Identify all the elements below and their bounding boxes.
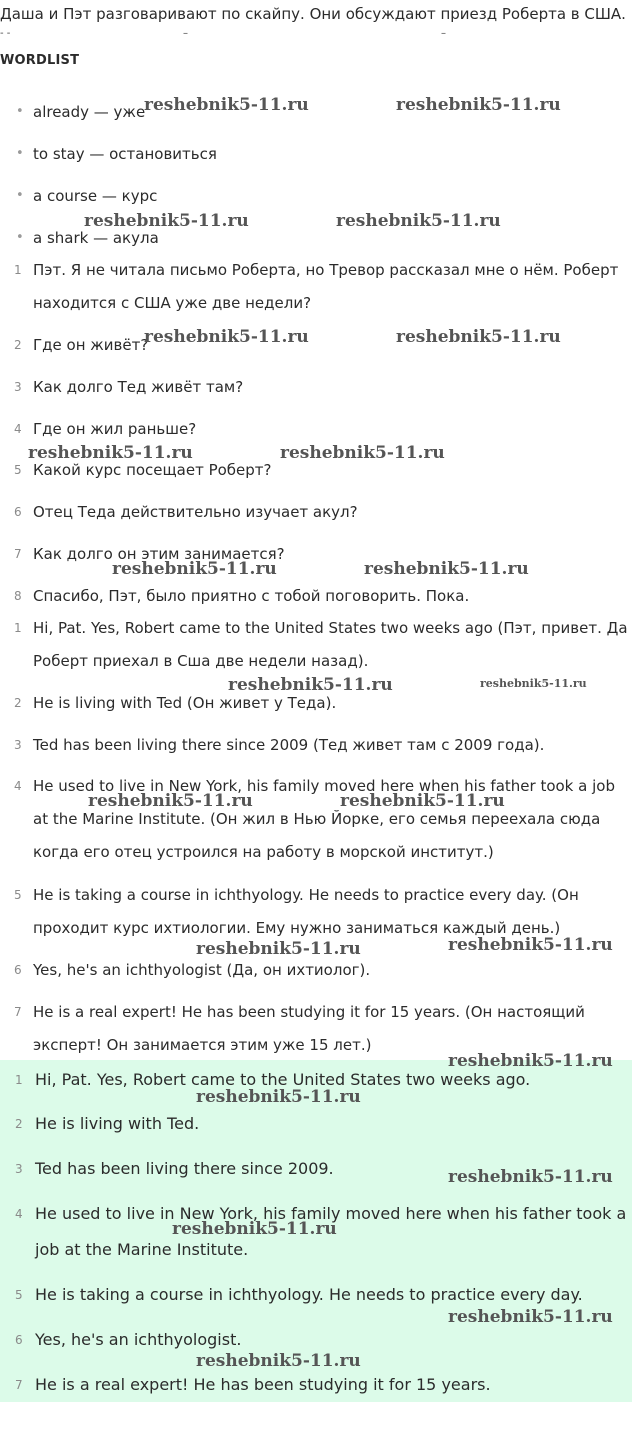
watermark-text: reshebnik5-11.ru	[480, 677, 587, 690]
question-text: Где он живёт?	[33, 336, 149, 354]
watermark-text: reshebnik5-11.ru	[88, 791, 253, 811]
answer-text: He is taking a course in ichthyology. He needs to practice every day.	[35, 1285, 583, 1304]
answer-text: He is a real expert! He has been studying it for 15 years. (Он настоящий эксперт! Он занимается этим уже 15 лет.)	[33, 1003, 585, 1054]
item-number: 7	[14, 547, 22, 561]
dash-separators	[0, 28, 632, 40]
answer-text: Hi, Pat. Yes, Robert came to the United States two weeks ago.	[35, 1070, 531, 1089]
item-number: 3	[15, 1162, 23, 1176]
item-number: 7	[14, 1005, 22, 1019]
question-text: Как долго он этим занимается?	[33, 545, 285, 563]
item-number: 4	[15, 1207, 23, 1221]
watermark-text: reshebnik5-11.ru	[448, 1167, 613, 1187]
item-number: 6	[14, 963, 22, 977]
item-number: 5	[15, 1288, 23, 1302]
item-number: 6	[14, 505, 22, 519]
item-number: 3	[14, 738, 22, 752]
item-number: 2	[14, 338, 22, 352]
dash-mark: - -	[0, 28, 11, 39]
answer-text: He used to live in New York, his family moved here when his father took a job at the Marine Institute. (Он жил в Нью Йорке, его семья переехала сюда когда его отец устроился на работу в морской институт.)	[33, 777, 615, 861]
bullet-icon: •	[16, 146, 24, 161]
watermark-text: reshebnik5-11.ru	[144, 327, 309, 347]
watermark-text: reshebnik5-11.ru	[84, 211, 249, 231]
question-text: Отец Теда действительно изучает акул?	[33, 503, 358, 521]
answer-text: Yes, he's an ichthyologist.	[35, 1330, 242, 1349]
watermark-text: reshebnik5-11.ru	[144, 95, 309, 115]
question-text: Пэт. Я не читала письмо Роберта, но Тревор рассказал мне о нём. Роберт находится с США уже две недели?	[33, 261, 619, 312]
item-number: 5	[14, 463, 22, 477]
watermark-text: reshebnik5-11.ru	[196, 1087, 361, 1107]
question-text: Как долго Тед живёт там?	[33, 378, 244, 396]
answer-text: Yes, he's an ichthyologist (Да, он ихтиолог).	[33, 961, 371, 979]
bullet-icon: •	[16, 104, 24, 119]
watermark-text: reshebnik5-11.ru	[228, 675, 393, 695]
answer-text: He is living with Ted (Он живет у Теда).	[33, 694, 337, 712]
watermark-text: reshebnik5-11.ru	[340, 791, 505, 811]
answer-text: He used to live in New York, his family moved here when his father took a job at the Marine Institute.	[35, 1204, 627, 1259]
intro-text: Даша и Пэт разговаривают по скайпу. Они обсуждают приезд Роберта в США.	[0, 5, 626, 23]
item-number: 1	[14, 263, 22, 277]
item-number: 7	[15, 1378, 23, 1392]
item-number: 8	[14, 589, 22, 603]
watermark-text: reshebnik5-11.ru	[448, 935, 613, 955]
bullet-icon: •	[16, 230, 24, 245]
answer-text: He is taking a course in ichthyology. He needs to practice every day. (Он проходит курс ихтиологии. Ему нужно заниматься каждый день.)	[33, 886, 579, 937]
answer-text: Hi, Pat. Yes, Robert came to the United States two weeks ago (Пэт, привет. Да Роберт приехал в Сша две недели назад).	[33, 619, 628, 670]
watermark-text: reshebnik5-11.ru	[396, 95, 561, 115]
bullet-icon: •	[16, 188, 24, 203]
watermark-text: reshebnik5-11.ru	[196, 1351, 361, 1371]
item-number: 6	[15, 1333, 23, 1347]
dash-mark: –	[441, 28, 446, 39]
wordlist-item-text: to stay — остановиться	[33, 145, 217, 163]
answer-text: He is living with Ted.	[35, 1114, 200, 1133]
watermark-text: reshebnik5-11.ru	[196, 939, 361, 959]
answer-text: Ted has been living there since 2009.	[35, 1159, 334, 1178]
dash-mark: –	[183, 28, 188, 39]
question-text: Спасибо, Пэт, было приятно с тобой поговорить. Пока.	[33, 587, 470, 605]
watermark-text: reshebnik5-11.ru	[336, 211, 501, 231]
watermark-text: reshebnik5-11.ru	[448, 1307, 613, 1327]
watermark-text: reshebnik5-11.ru	[396, 327, 561, 347]
question-text: Где он жил раньше?	[33, 420, 197, 438]
wordlist-item-text: already — уже	[33, 103, 146, 121]
item-number: 4	[14, 779, 22, 793]
wordlist-item-text: a course — курс	[33, 187, 158, 205]
item-number: 1	[14, 621, 22, 635]
item-number: 5	[14, 888, 22, 902]
watermark-text: reshebnik5-11.ru	[112, 559, 277, 579]
item-number: 2	[14, 696, 22, 710]
watermark-text: reshebnik5-11.ru	[172, 1219, 337, 1239]
watermark-text: reshebnik5-11.ru	[448, 1051, 613, 1071]
watermark-text: reshebnik5-11.ru	[280, 443, 445, 463]
wordlist-heading: WORDLIST	[0, 53, 80, 68]
answer-text: Ted has been living there since 2009 (Тед живет там с 2009 года).	[33, 736, 545, 754]
item-number: 1	[15, 1073, 23, 1087]
watermark-text: reshebnik5-11.ru	[28, 443, 193, 463]
watermark-text: reshebnik5-11.ru	[364, 559, 529, 579]
wordlist-item-text: a shark — акула	[33, 229, 159, 247]
item-number: 3	[14, 380, 22, 394]
item-number: 4	[14, 422, 22, 436]
answer-text: He is a real expert! He has been studying it for 15 years.	[35, 1375, 491, 1394]
question-text: Какой курс посещает Роберт?	[33, 461, 272, 479]
item-number: 2	[15, 1117, 23, 1131]
